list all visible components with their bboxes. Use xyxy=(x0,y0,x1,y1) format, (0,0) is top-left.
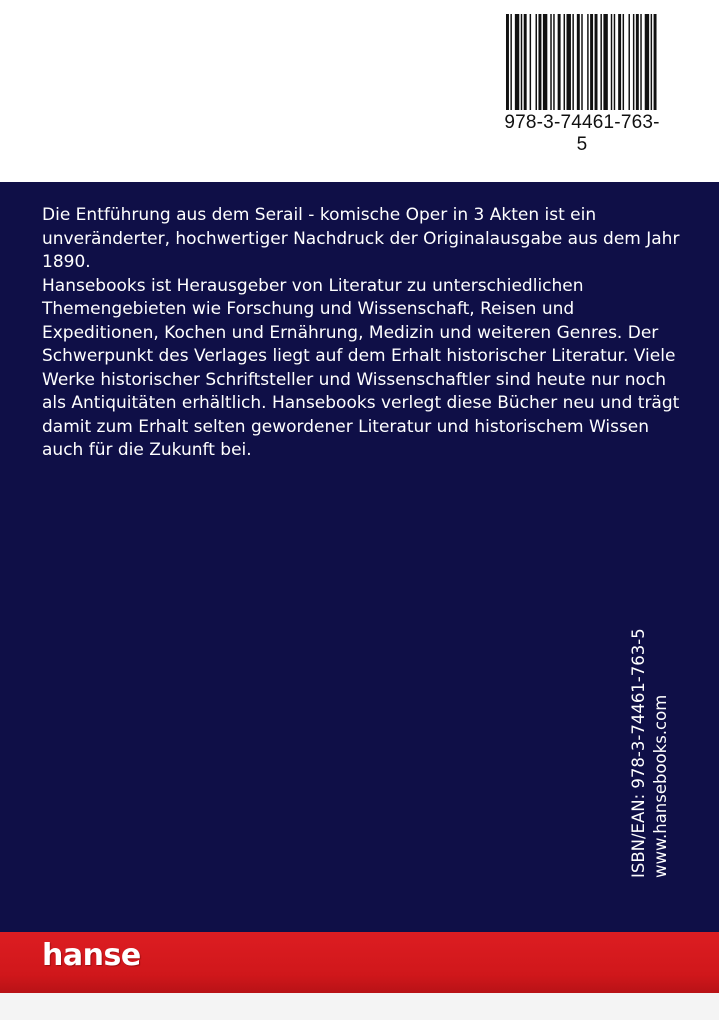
bottom-margin xyxy=(0,993,719,1020)
description-paragraph-1: Die Entführung aus dem Serail - komische Oper in 3 Akten ist ein unveränderter, hochwertiger Nachdruck der Originalausgabe aus dem Jahr 1890. xyxy=(42,205,680,272)
spine-info xyxy=(627,628,677,878)
book-description xyxy=(42,204,692,463)
barcode xyxy=(502,14,662,155)
isbn-label: ISBN/EAN: 978-3-74461-763-5 xyxy=(629,628,648,878)
barcode-bars xyxy=(506,14,658,110)
hanse-logo: hanse xyxy=(42,938,141,973)
website-label: www.hansebooks.com xyxy=(651,694,670,878)
description-paragraph-2: Hansebooks ist Herausgeber von Literatur zu unterschiedlichen Themengebieten wie Forschung und Wissenschaft, Reisen und Expeditionen, Kochen und Ernährung, Medizin und weiteren Genres. Der Schwerpunkt des Verlages liegt auf dem Erhalt historischer Literatur. Viele Werke historischer Schriftsteller und Wissenschaftler sind heute nur noch als Antiquitäten erhältlich. Hansebooks verlegt diese Bücher neu und trägt damit zum Erhalt selten gewordener Literatur und historischem Wissen auch für die Zukunft bei. xyxy=(42,275,680,460)
barcode-number: 978-3-74461-763-5 xyxy=(504,112,660,155)
